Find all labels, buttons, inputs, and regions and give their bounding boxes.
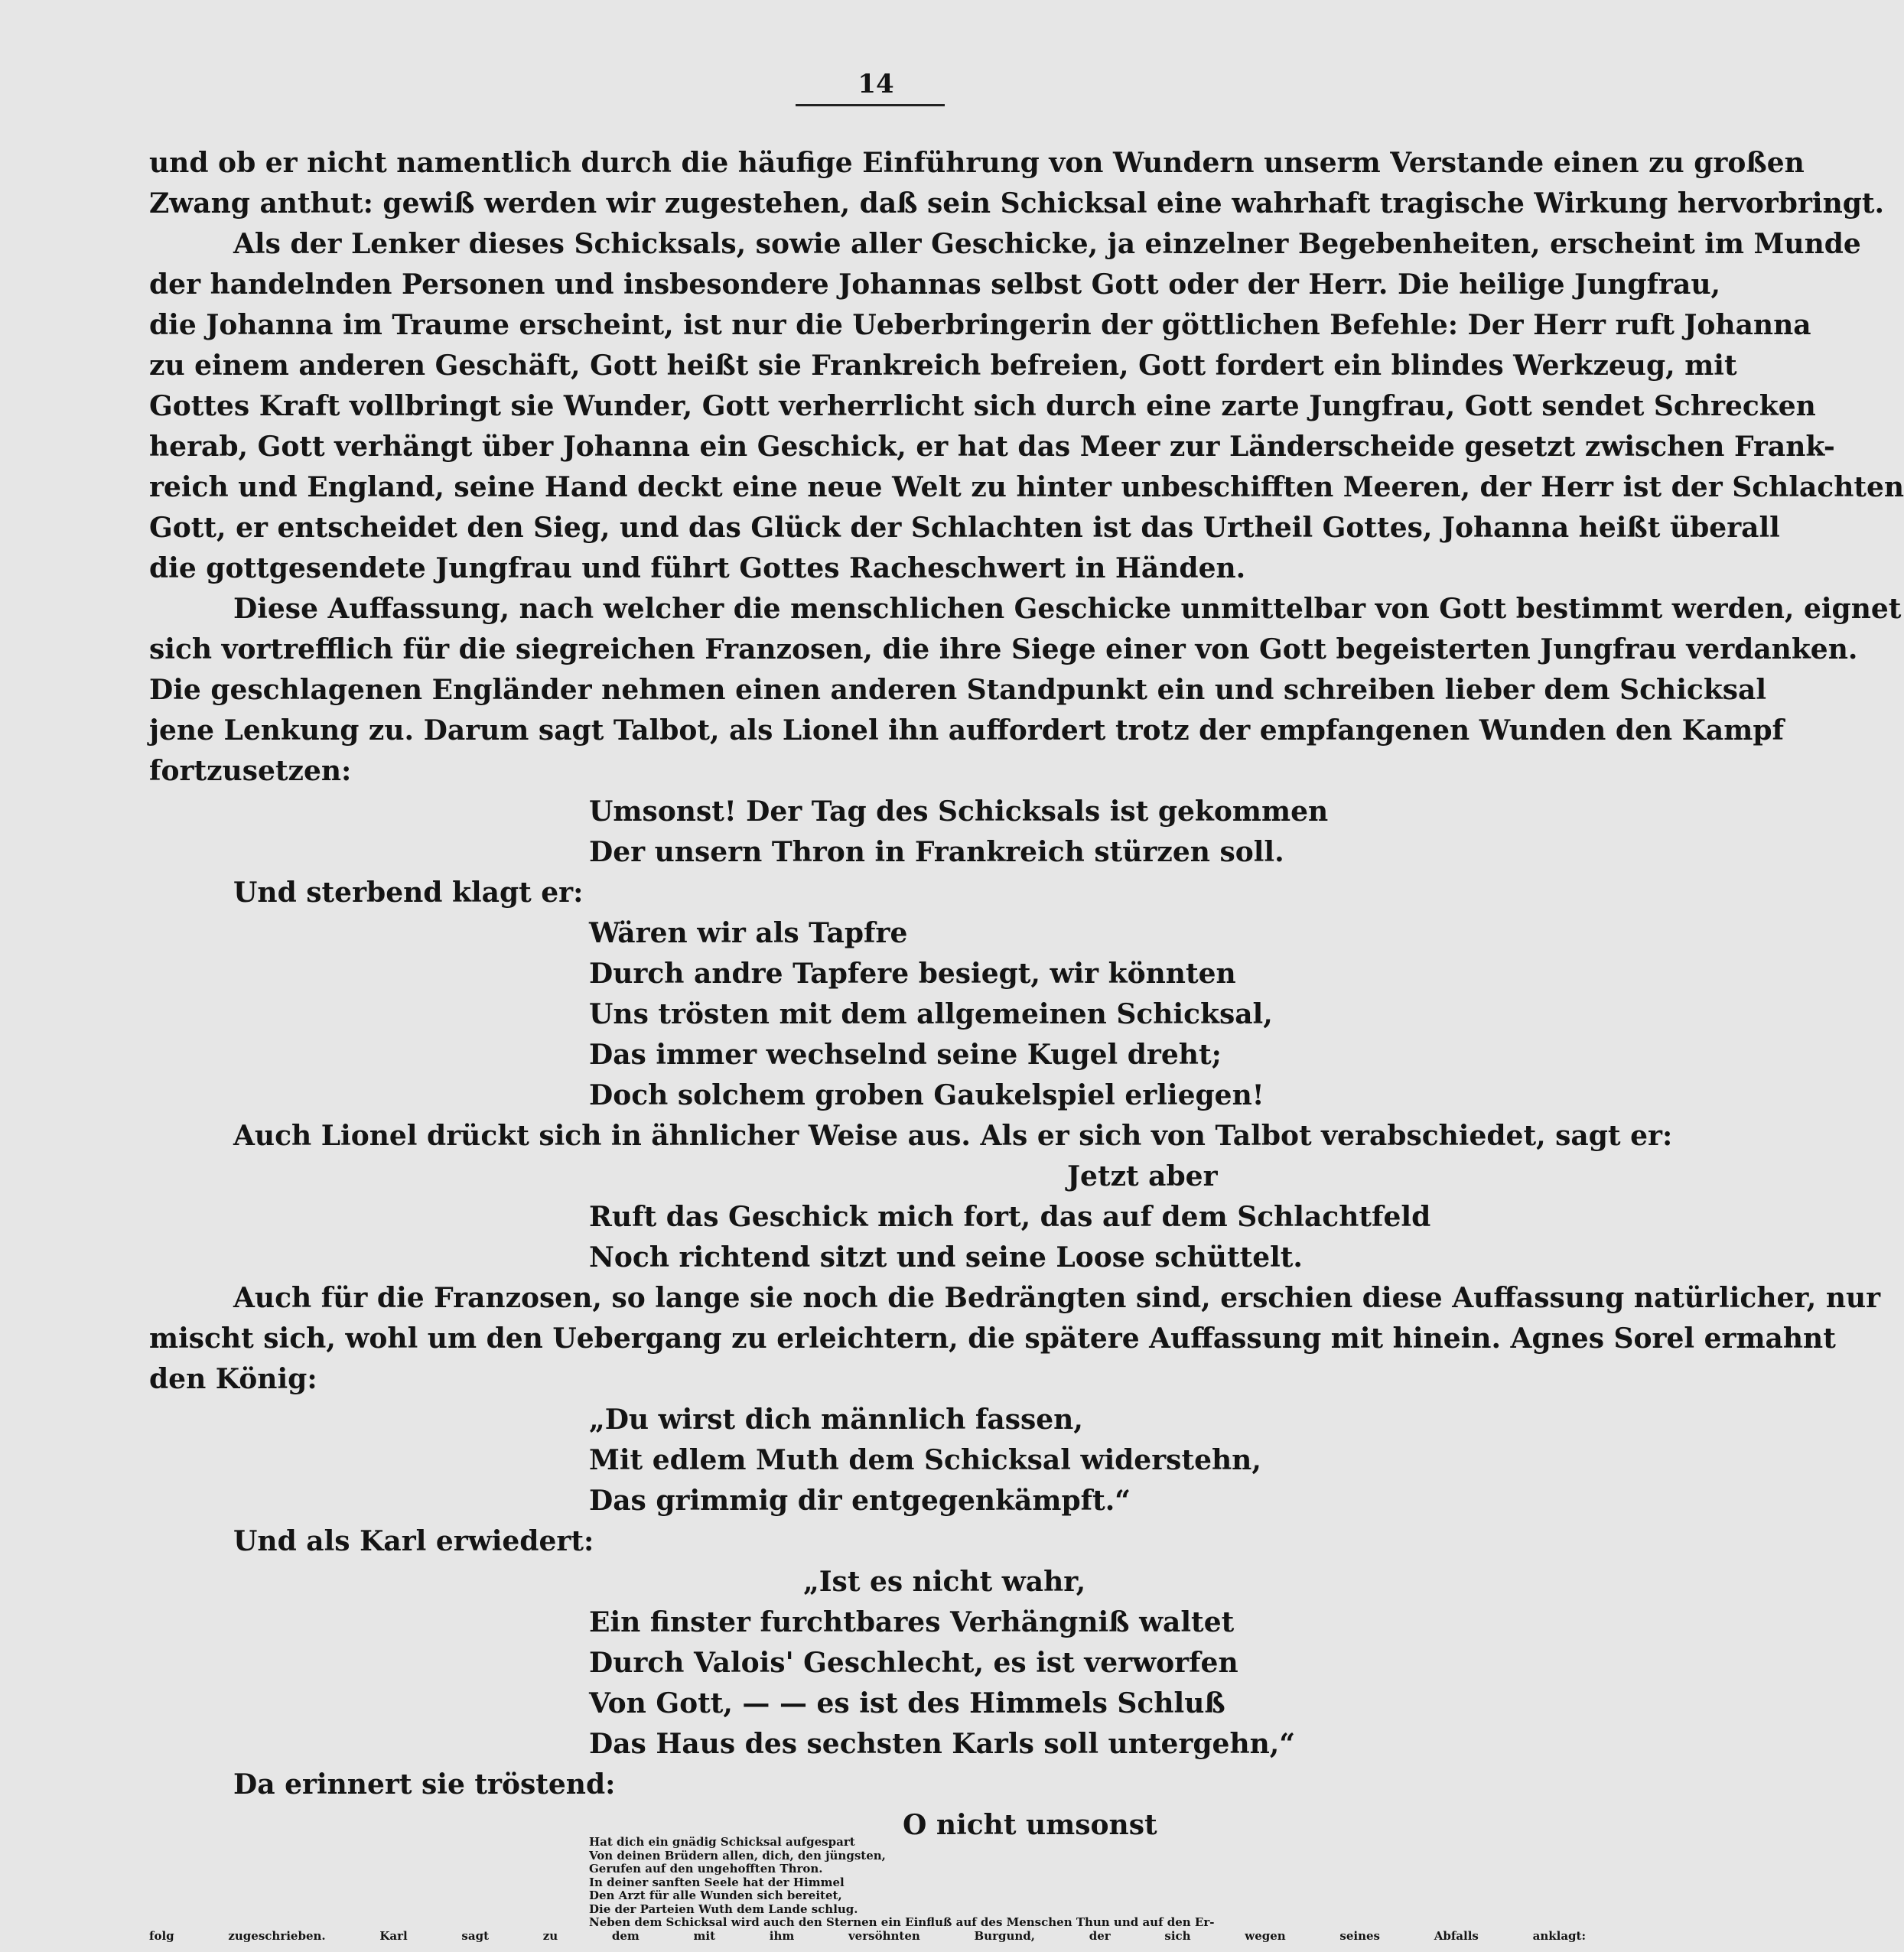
verse-line: Das Haus des sechsten Karls soll untergehn,“ — [589, 1728, 1296, 1760]
verse-line: Von Gott, — — es ist des Himmels Schluß — [589, 1687, 1225, 1719]
text-line: Gott, er entscheidet den Sieg, und das Glück der Schlachten ist das Urtheil Gottes, Johanna heißt überall — [149, 512, 1780, 544]
verse-line: „Ist es nicht wahr, — [803, 1566, 1086, 1598]
verse-line: Umsonst! Der Tag des Schicksals ist gekommen — [589, 795, 1329, 828]
page-number-rule — [796, 104, 945, 106]
text-line: die Johanna im Traume erscheint, ist nur die Ueberbringerin der göttlichen Befehle: Der Herr ruft Johanna — [149, 309, 1811, 341]
text-line: Und als Karl erwiedert: — [233, 1525, 594, 1557]
text-line: folg zugeschrieben. Karl sagt zu dem mit ihm versöhnten Burgund, der sich wegen seines Abfalls anklagt: — [149, 1928, 1586, 1943]
text-line: Gottes Kraft vollbringt sie Wunder, Gott verherrlicht sich durch eine zarte Jungfrau, Gott sendet Schrecken — [149, 390, 1816, 422]
text-line: mischt sich, wohl um den Uebergang zu erleichtern, die spätere Auffassung mit hinein. Agnes Sorel ermahnt — [149, 1322, 1836, 1355]
verse-line: Noch richtend sitzt und seine Loose schüttelt. — [589, 1241, 1303, 1274]
text-line: Diese Auffassung, nach welcher die menschlichen Geschicke unmittelbar von Gott bestimmt werden, eignet — [233, 593, 1902, 625]
text-line: jene Lenkung zu. Darum sagt Talbot, als Lionel ihn auffordert trotz der empfangenen Wunden den Kampf — [149, 714, 1785, 747]
text-line: Auch für die Franzosen, so lange sie noch die Bedrängten sind, erschien diese Auffassung natürlicher, nur — [233, 1282, 1881, 1314]
verse-line: „Du wirst dich männlich fassen, — [589, 1404, 1083, 1436]
verse-line: Mit edlem Muth dem Schicksal widerstehn, — [589, 1444, 1261, 1476]
verse-line: O nicht umsonst — [903, 1809, 1157, 1841]
verse-line: Der unsern Thron in Frankreich stürzen soll. — [589, 836, 1284, 868]
verse-line: Jetzt aber — [1067, 1160, 1218, 1192]
text-line: fortzusetzen: — [149, 755, 352, 787]
verse-line: Ein finster furchtbares Verhängniß waltet — [589, 1606, 1235, 1638]
verse-line: Uns trösten mit dem allgemeinen Schicksal, — [589, 998, 1273, 1030]
verse-line: Wären wir als Tapfre — [589, 917, 908, 949]
verse-line: Von deinen Brüdern allen, dich, den jüngsten, — [589, 1848, 886, 1863]
verse-line: Das grimmig dir entgegenkämpft.“ — [589, 1485, 1131, 1517]
text-line: den König: — [149, 1363, 317, 1395]
verse-line: In deiner sanften Seele hat der Himmel — [589, 1875, 845, 1889]
verse-line: Neben dem Schicksal wird auch den Sternen ein Einfluß auf des Menschen Thun und auf den Er- — [589, 1915, 1215, 1929]
verse-line: Den Arzt für alle Wunden sich bereitet, — [589, 1889, 842, 1902]
text-line: Und sterbend klagt er: — [233, 877, 584, 909]
verse-line: Hat dich ein gnädig Schicksal aufgespart — [589, 1835, 855, 1849]
verse-line: Durch Valois' Geschlecht, es ist verworfen — [589, 1647, 1238, 1679]
page-number: 14 — [858, 69, 894, 99]
verse-line: Gerufen auf den ungehofften Thron. — [589, 1862, 823, 1876]
verse-line: Doch solchem groben Gaukelspiel erliegen! — [589, 1079, 1264, 1111]
text-line: und ob er nicht namentlich durch die häufige Einführung von Wundern unserm Verstande einen zu großen — [149, 147, 1805, 179]
text-line: herab, Gott verhängt über Johanna ein Geschick, er hat das Meer zur Länderscheide gesetzt zwischen Frank- — [149, 431, 1835, 463]
verse-line: Durch andre Tapfere besiegt, wir könnten — [589, 958, 1236, 990]
text-line: zu einem anderen Geschäft, Gott heißt sie Frankreich befreien, Gott fordert ein blindes Werkzeug, mit — [149, 350, 1737, 382]
text-line: reich und England, seine Hand deckt eine neue Welt zu hinter unbeschifften Meeren, der Herr ist der Schlachten — [149, 471, 1904, 503]
text-line: der handelnden Personen und insbesondere Johannas selbst Gott oder der Herr. Die heilige Jungfrau, — [149, 268, 1721, 301]
text-line: sich vortrefflich für die siegreichen Franzosen, die ihre Siege einer von Gott begeisterten Jungfrau verdanken. — [149, 633, 1858, 665]
verse-line: Die der Parteien Wuth dem Lande schlug. — [589, 1902, 858, 1916]
text-line: Als der Lenker dieses Schicksals, sowie aller Geschicke, ja einzelner Begebenheiten, erscheint im Munde — [233, 228, 1861, 260]
verse-line: Das immer wechselnd seine Kugel dreht; — [589, 1039, 1222, 1071]
text-line: die gottgesendete Jungfrau und führt Gottes Racheschwert in Händen. — [149, 552, 1246, 584]
text-line: Die geschlagenen Engländer nehmen einen anderen Standpunkt ein und schreiben lieber dem Schicksal — [149, 674, 1767, 706]
verse-line: Ruft das Geschick mich fort, das auf dem Schlachtfeld — [589, 1201, 1431, 1233]
text-line: Zwang anthut: gewiß werden wir zugestehen, daß sein Schicksal eine wahrhaft tragische Wirkung hervorbringt. — [149, 187, 1885, 220]
text-line: Da erinnert sie tröstend: — [233, 1768, 616, 1801]
text-line: Auch Lionel drückt sich in ähnlicher Weise aus. Als er sich von Talbot verabschiedet, sagt er: — [233, 1120, 1673, 1152]
